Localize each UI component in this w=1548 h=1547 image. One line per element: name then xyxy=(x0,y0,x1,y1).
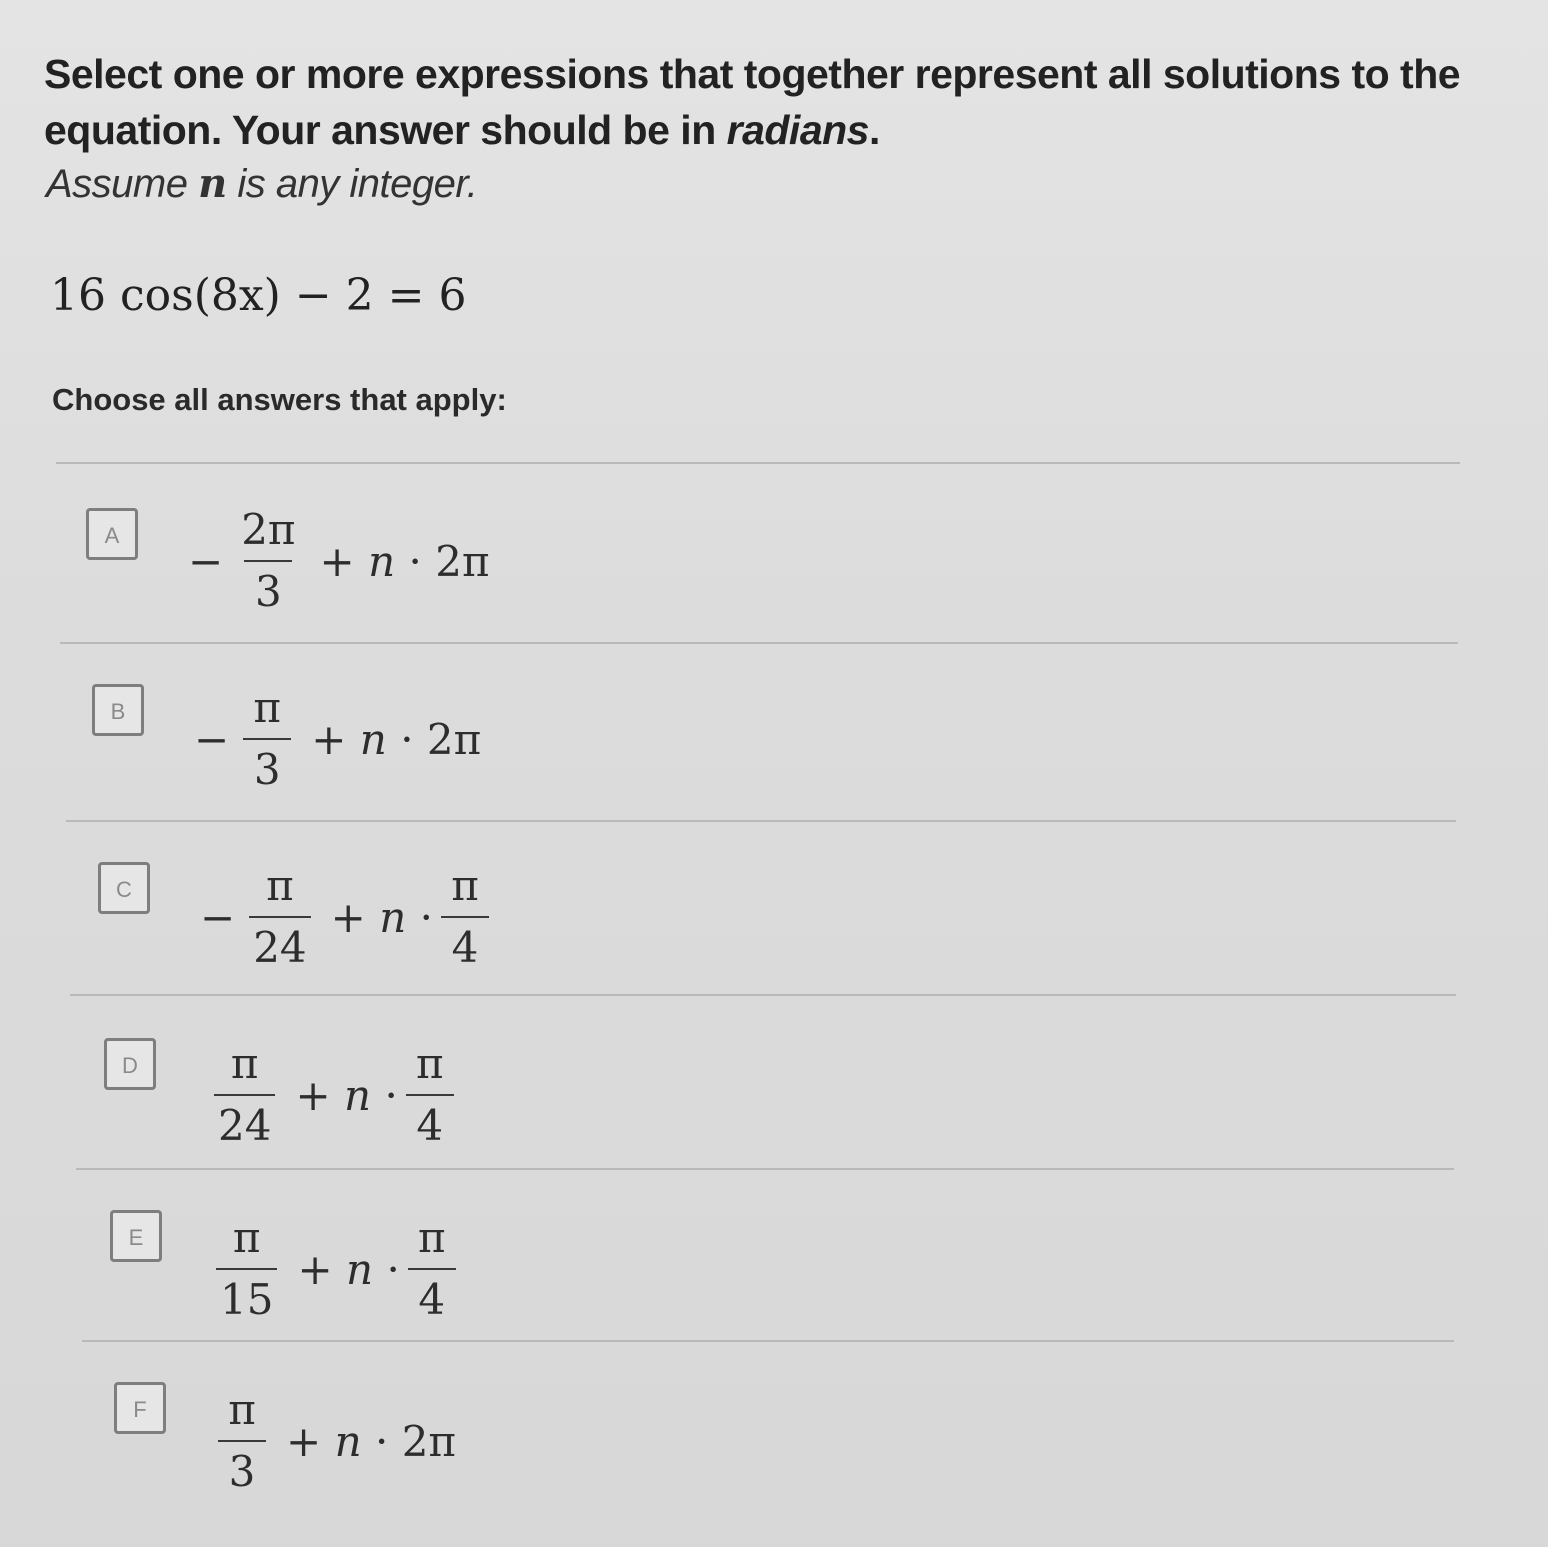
assume-line xyxy=(46,156,477,212)
choice-d-numerator-2: π xyxy=(415,1039,444,1088)
choice-d-expression xyxy=(200,1040,462,1150)
choice-b-numerator: π xyxy=(253,683,281,732)
choice-e-expression xyxy=(202,1214,464,1324)
choice-f-numerator: π xyxy=(228,1385,256,1434)
choice-e-fraction xyxy=(216,1214,277,1324)
choice-f-fraction xyxy=(218,1386,266,1496)
choice-e-checkbox[interactable]: E xyxy=(110,1210,162,1262)
assume-variable: n xyxy=(198,160,227,207)
divider-b xyxy=(66,820,1456,822)
choice-c-fraction xyxy=(249,862,310,972)
choice-e-denominator-2: 4 xyxy=(408,1268,456,1324)
choice-f[interactable] xyxy=(0,1346,1548,1518)
choice-e-numerator: π xyxy=(232,1213,261,1262)
choice-d-denominator: 24 xyxy=(214,1094,275,1150)
choice-b-denominator: 3 xyxy=(243,738,291,794)
choice-f-checkbox[interactable]: F xyxy=(114,1382,166,1434)
choice-c-fraction-2 xyxy=(441,862,489,972)
choice-f-expression xyxy=(204,1386,456,1496)
choice-d-tail: + n · xyxy=(295,1070,398,1120)
choice-c-denominator-2: 4 xyxy=(441,916,489,972)
choice-d-numerator: π xyxy=(230,1039,259,1088)
choice-a[interactable] xyxy=(0,470,1548,642)
choice-b-fraction xyxy=(243,684,291,794)
choice-e-fraction-2 xyxy=(408,1214,456,1324)
assume-suffix: is any integer. xyxy=(226,162,478,206)
assume-prefix: Assume xyxy=(46,162,199,206)
choice-a-fraction xyxy=(237,506,299,616)
choice-a-denominator: 3 xyxy=(244,560,292,616)
choice-e-tail: + n · xyxy=(297,1244,400,1294)
divider-d xyxy=(76,1168,1454,1170)
prompt-end: . xyxy=(868,107,880,153)
choice-b-sign: − xyxy=(194,714,230,764)
choice-f-tail: + n · 2π xyxy=(286,1416,457,1466)
choice-c-expression xyxy=(200,862,497,972)
choice-b-expression xyxy=(194,684,481,794)
equation: 16 cos(8x) − 2 = 6 xyxy=(50,270,467,321)
choice-e-denominator: 15 xyxy=(216,1268,277,1324)
choice-a-numerator: 2π xyxy=(241,505,296,554)
choice-c-numerator-2: π xyxy=(451,861,479,910)
choice-e[interactable] xyxy=(0,1174,1548,1346)
choice-b-checkbox[interactable]: B xyxy=(92,684,144,736)
choice-d-checkbox[interactable]: D xyxy=(104,1038,156,1090)
choice-c-tail: + n · xyxy=(330,892,433,942)
divider-a xyxy=(60,642,1458,644)
choice-a-expression xyxy=(188,506,490,616)
question-prompt xyxy=(44,46,1514,158)
divider-top xyxy=(56,462,1460,464)
choice-d-fraction xyxy=(214,1040,275,1150)
choice-a-tail: + n · 2π xyxy=(319,536,490,586)
choice-f-denominator: 3 xyxy=(218,1440,266,1496)
choice-c[interactable] xyxy=(0,826,1548,998)
choice-c-numerator: π xyxy=(266,861,294,910)
choice-b-tail: + n · 2π xyxy=(311,714,482,764)
choice-c-denominator: 24 xyxy=(249,916,310,972)
choice-d[interactable] xyxy=(0,1000,1548,1172)
choice-c-sign: − xyxy=(200,892,236,942)
choice-c-checkbox[interactable]: C xyxy=(98,862,150,914)
choose-label: Choose all answers that apply: xyxy=(52,382,507,417)
choice-d-fraction-2 xyxy=(406,1040,454,1150)
divider-c xyxy=(70,994,1456,996)
prompt-emphasis: radians xyxy=(726,107,869,153)
choice-a-sign: − xyxy=(188,536,224,586)
choice-b[interactable] xyxy=(0,648,1548,820)
prompt-text: Select one or more expressions that together represent all solutions to the equation. Your answer should be in xyxy=(44,51,1461,153)
choice-a-checkbox[interactable]: A xyxy=(86,508,138,560)
choice-d-denominator-2: 4 xyxy=(406,1094,454,1150)
divider-e xyxy=(82,1340,1454,1342)
choice-e-numerator-2: π xyxy=(417,1213,446,1262)
